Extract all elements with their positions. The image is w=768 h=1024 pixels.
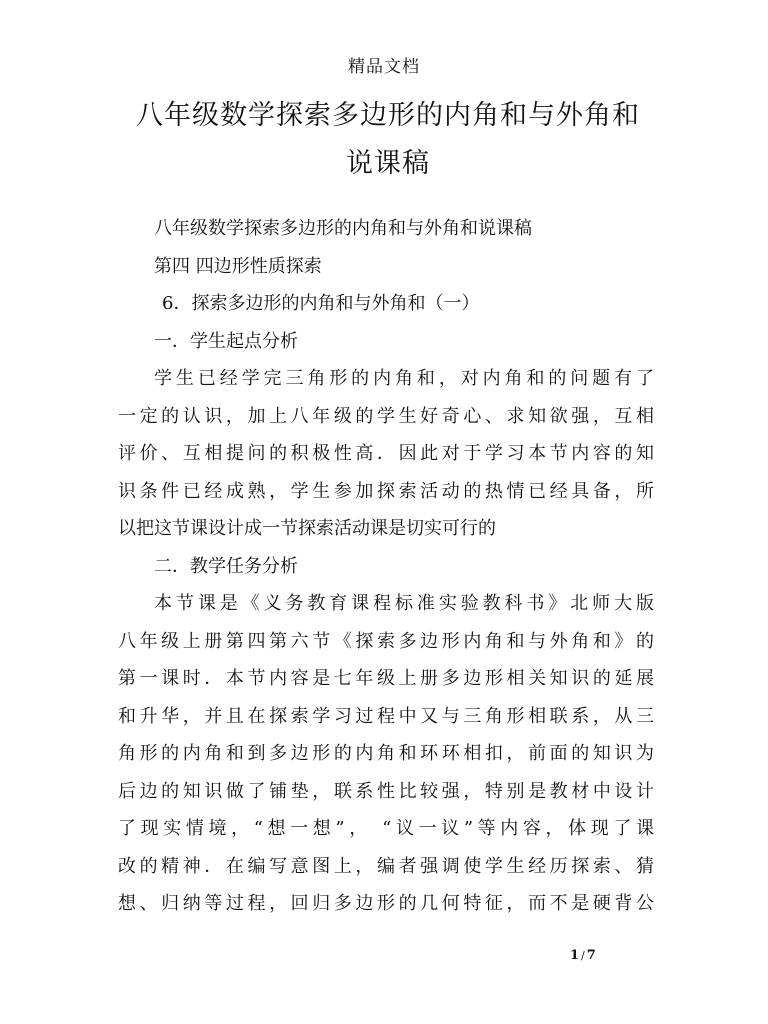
current-page: 1 [570, 948, 580, 963]
paragraph-line: 改的精神．在编写意图上，编者强调使学生经历探索、猜 [118, 855, 654, 877]
subtitle: 八年级数学探索多边形的内角和与外角和说课稿 [154, 218, 532, 239]
paragraph-line: 一定的认识，加上八年级的学生好奇心、求知欲强，互相 [118, 405, 654, 427]
chapter-heading: 第四 四边形性质探索 [154, 255, 322, 277]
document-title [118, 92, 658, 188]
paragraph-line: 本节课是《义务教育课程标准实验教科书》北师大版 [154, 593, 654, 614]
paragraph-line: 以把这节课设计成一节探索活动课是切实可行的 [118, 518, 496, 539]
title-line-2: 说课稿 [346, 148, 430, 179]
section-heading: 6．探索多边形的内角和与外角和（一） [162, 293, 480, 314]
paragraph-line: 八年级上册第四第六节《探索多边形内角和与外角和》的 [118, 630, 654, 652]
page-separator: / [581, 949, 585, 962]
paragraph-task-analysis [118, 585, 654, 923]
paragraph-line: 学生已经学完三角形的内角和，对内角和的问题有了 [154, 368, 654, 389]
heading-student-analysis: 一．学生起点分析 [154, 330, 298, 352]
heading-task-analysis: 二．教学任务分析 [154, 555, 298, 577]
total-pages: 7 [586, 948, 596, 963]
paragraph-line: 角形的内角和到多边形的内角和环环相扣，前面的知识为 [118, 743, 654, 764]
paragraph-line: 后边的知识做了铺垫，联系性比较强，特别是教材中设计 [118, 780, 654, 802]
paragraph-line: 第一课时．本节内容是七年级上册多边形相关知识的延展 [118, 668, 654, 689]
paragraph-student-analysis [118, 360, 654, 548]
page-number [570, 948, 650, 963]
paragraph-line: 想、归纳等过程，回归多边形的几何特征，而不是硬背公 [118, 893, 654, 914]
paragraph-line: 和升华，并且在探索学习过程中又与三角形相联系，从三 [118, 705, 654, 727]
paragraph-line: 评价、互相提问的积极性高．因此对于学习本节内容的知 [118, 443, 654, 464]
title-line-1: 八年级数学探索多边形的内角和与外角和 [136, 100, 640, 131]
paragraph-line: 识条件已经成熟，学生参加探索活动的热情已经具备，所 [118, 480, 654, 502]
paragraph-line: 了现实情境，“想一想”， “议一议”等内容，体现了课 [118, 818, 654, 839]
document-body [118, 210, 654, 923]
page-header: 精品文档 [348, 57, 420, 77]
